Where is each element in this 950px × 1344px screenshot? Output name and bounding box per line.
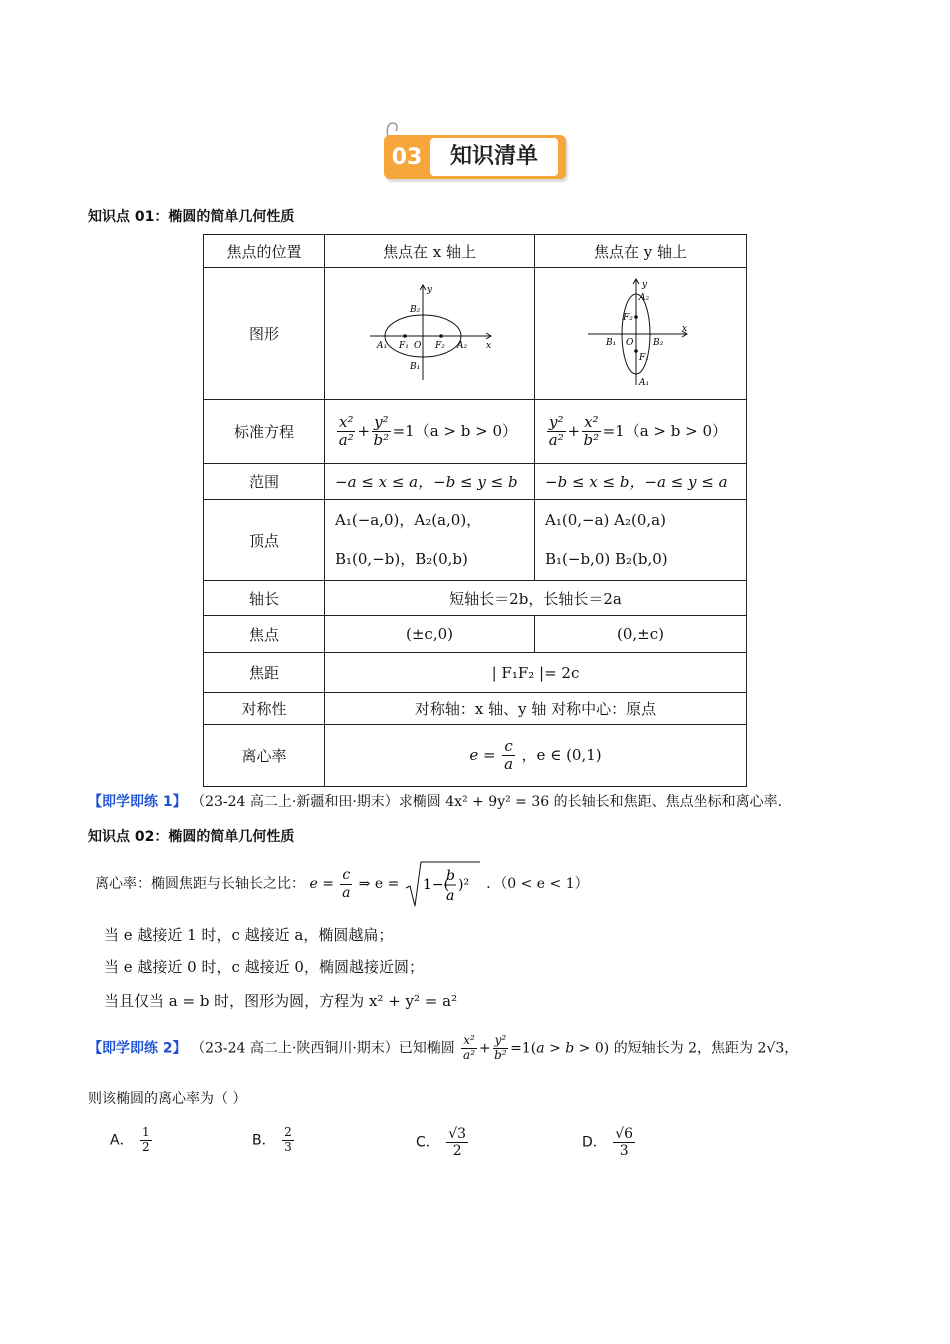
eccentricity-value	[325, 725, 747, 787]
option-b-den: 3	[284, 1139, 292, 1154]
focal-distance: | F₁F₂ |= 2c	[325, 653, 747, 693]
ecc-note-2: 当 e 越接近 0 时，c 越接近 0，椭圆越接近圆；	[104, 958, 424, 976]
option-c[interactable]	[416, 1126, 470, 1159]
practice2-text-before: （23-24 高二上·陕西铜川·期末）已知椭圆	[191, 1040, 455, 1057]
practice1-tag: 【即学即练 1】	[88, 794, 187, 810]
section1-heading: 知识点 01：椭圆的简单几何性质	[88, 209, 295, 225]
section2-heading: 知识点 02：椭圆的简单几何性质	[88, 829, 295, 845]
fx-label-o: O	[413, 340, 421, 351]
option-c-letter: C．	[416, 1134, 440, 1151]
header-cell-y: 焦点在 y 轴上	[535, 235, 747, 268]
option-a-letter: A．	[110, 1132, 134, 1149]
badge-number: 03	[391, 145, 423, 170]
option-a-den: 2	[142, 1139, 150, 1154]
row-label-symmetry: 对称性	[204, 693, 325, 725]
header-cell-x: 焦点在 x 轴上	[325, 235, 535, 268]
fy-label-x: x	[681, 323, 687, 334]
equation-y: $\frac{\text{y²}}{\text{a²}}$ + $\frac{\text{x²}}{\text{b²}}$ =1（a > b > 0）	[535, 400, 747, 464]
equation-x: $\frac{\text{x²}}{\text{a²}}$ + $\frac{\text{y²}}{\text{b²}}$ =1（a > b > 0）	[325, 400, 535, 464]
ecc-range: ．（0 < e < 1）	[486, 876, 589, 892]
option-d-num: √6	[615, 1126, 634, 1142]
focus-y: (0,±c)	[535, 616, 747, 653]
vertex-y-line2: B₁(−b,0) B₂(b,0)	[545, 550, 668, 568]
section-badge	[384, 133, 568, 183]
fy-label-a2: A₂	[638, 292, 649, 303]
svg-text:b: b	[445, 868, 455, 884]
option-d-letter: D．	[582, 1134, 607, 1151]
vertex-y	[535, 500, 747, 581]
ecc-formula-mid: ⇒ e =	[358, 876, 400, 892]
practice1	[88, 791, 782, 811]
option-a-num: 1	[142, 1125, 150, 1139]
row-label-focus: 焦点	[204, 616, 325, 653]
fx-label-f2: F₂	[434, 340, 445, 351]
row-label-range: 范围	[204, 464, 325, 500]
practice2: 【即学即练 2】 （23-24 高二上·陕西铜川·期末）已知椭圆 $\frac{\text{x²}}{\text{a²}}$ + $\frac{\text{y²}}{\text{b²}}$ =1(a > b > 0) 的短轴长为 2，焦距为 2√3，	[88, 1033, 799, 1062]
fx-label-b1: B₁	[409, 361, 420, 372]
ellipse-x-diagram	[365, 282, 495, 382]
focus-x: (±c,0)	[325, 616, 535, 653]
ellipse-properties-table	[203, 234, 747, 787]
option-d-den: 3	[619, 1143, 629, 1160]
row-label-figure: 图形	[204, 268, 325, 400]
fx-label-a2: A₂	[456, 340, 467, 351]
fx-label-f1: F₁	[398, 340, 409, 351]
svg-text:1−(: 1−(	[422, 877, 449, 893]
vertex-x-line2: B₁(0,−b)，B₂(0,b)	[335, 550, 468, 568]
ecc-num: c	[504, 736, 513, 755]
equation-x-cond: （a > b > 0）	[414, 421, 517, 440]
fy-label-b1: B₁	[605, 337, 616, 348]
practice2-text-after: 的短轴长为 2，焦距为 2√3，	[613, 1040, 799, 1057]
range-y: −b ≤ x ≤ b，−a ≤ y ≤ a	[535, 464, 747, 500]
practice1-text: （23-24 高二上·新疆和田·期末）求椭圆 4x² + 9y² = 36 的长轴长和焦距、焦点坐标和离心率.	[191, 794, 783, 810]
axis-length: 短轴长＝2b，长轴长＝2a	[325, 581, 747, 616]
fy-label-y: y	[641, 279, 647, 290]
ecc-note-1: 当 e 越接近 1 时，c 越接近 a，椭圆越扁；	[104, 926, 394, 944]
figure-y-ellipse	[535, 268, 747, 400]
vertex-y-line1: A₁(0,−a) A₂(0,a)	[545, 511, 666, 529]
vertex-x-line1: A₁(−a,0)，A₂(a,0)，	[335, 511, 482, 529]
symmetry-value: 对称轴：x 轴、y 轴 对称中心：原点	[325, 693, 747, 725]
row-label-equation: 标准方程	[204, 400, 325, 464]
vertex-x	[325, 500, 535, 581]
ellipse-y-diagram	[586, 277, 696, 387]
option-c-den: 2	[452, 1143, 462, 1160]
option-b-num: 2	[284, 1125, 292, 1139]
ecc-lhs: e =	[469, 745, 496, 764]
range-x: −a ≤ x ≤ a，−b ≤ y ≤ b	[325, 464, 535, 500]
fy-label-f2: F₂	[622, 312, 633, 323]
option-b-letter: B．	[252, 1132, 276, 1149]
equation-y-cond: （a > b > 0）	[624, 421, 727, 440]
fy-label-a1: A₁	[638, 377, 649, 387]
practice2-tag: 【即学即练 2】	[88, 1040, 187, 1057]
option-d[interactable]	[582, 1126, 637, 1159]
ecc-den: a	[504, 755, 514, 773]
row-label-focal: 焦距	[204, 653, 325, 693]
option-a[interactable]	[110, 1126, 154, 1155]
svg-text:)²: )²	[457, 877, 469, 893]
sqrt-formula	[404, 860, 482, 908]
row-label-vertex: 顶点	[204, 500, 325, 581]
svg-text:a: a	[445, 888, 455, 904]
fx-label-y: y	[426, 284, 432, 295]
header-cell-position: 焦点的位置	[204, 235, 325, 268]
fx-label-a1: A₁	[376, 340, 387, 351]
practice2-line2: 则该椭圆的离心率为（ ）	[88, 1091, 247, 1107]
fy-label-f1: F₁	[638, 352, 649, 363]
ecc-note-3: 当且仅当 a = b 时，图形为圆，方程为 x² + y² = a²	[104, 992, 458, 1010]
ecc-rest: ，e ∈ (0,1)	[521, 745, 602, 764]
fy-label-o: O	[625, 337, 633, 348]
ecc-intro: 离心率：椭圆焦距与长轴长之比：	[95, 876, 305, 892]
row-label-eccentricity: 离心率	[204, 725, 325, 787]
row-label-axis: 轴长	[204, 581, 325, 616]
figure-x-ellipse	[325, 268, 535, 400]
fx-label-b2: B₂	[409, 304, 420, 315]
option-b[interactable]	[252, 1126, 296, 1155]
option-c-num: √3	[448, 1126, 467, 1142]
fx-label-x: x	[485, 340, 491, 351]
ecc-formula-line: 离心率：椭圆焦距与长轴长之比： e = $\frac{c}{a}$ ⇒ e = 1−( b a )² ．（0 < e < 1）	[95, 860, 589, 908]
fy-label-b2: B₂	[652, 337, 663, 348]
badge-label: 知识清单	[430, 138, 558, 176]
